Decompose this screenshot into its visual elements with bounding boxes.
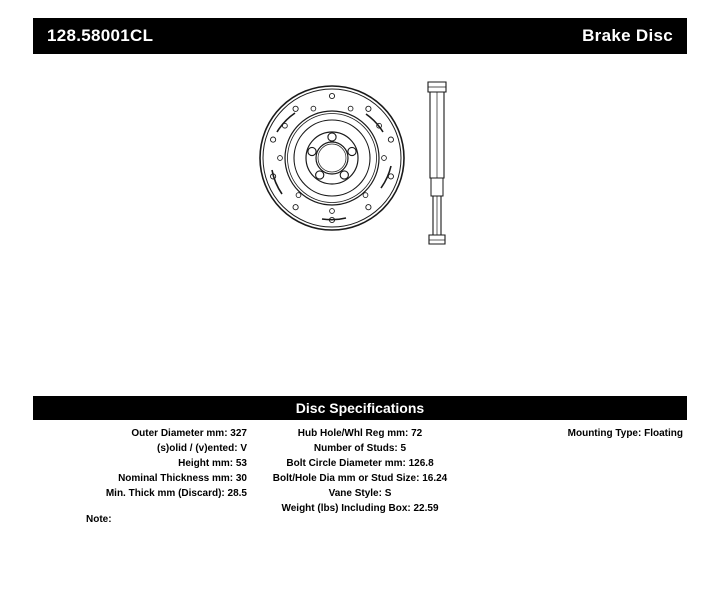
- brake-rotor-illustration: [250, 70, 480, 270]
- spec-item: Bolt Circle Diameter mm: 126.8: [286, 458, 434, 469]
- spec-item: Bolt/Hole Dia mm or Stud Size: 16.24: [272, 473, 448, 484]
- spec-item: Outer Diameter mm: 327: [131, 428, 247, 439]
- spec-columns: [33, 426, 687, 516]
- spec-item: Nominal Thickness mm: 30: [118, 473, 247, 484]
- spec-column-right: [469, 426, 687, 516]
- spec-item: Mounting Type: Floating: [567, 428, 683, 439]
- spec-item: (s)olid / (v)ented: V: [157, 443, 247, 454]
- note-row: [86, 514, 112, 525]
- part-number: 128.58001CL: [47, 26, 154, 45]
- spec-item: Height mm: 53: [178, 458, 247, 469]
- spec-item: Vane Style: S: [328, 488, 392, 499]
- note-label: Note:: [86, 514, 112, 525]
- spec-item: Min. Thick mm (Discard): 28.5: [105, 488, 247, 499]
- spec-item: Hub Hole/Whl Reg mm: 72: [297, 428, 423, 439]
- product-type-label: Brake Disc: [582, 26, 673, 45]
- header-bar: [33, 18, 687, 54]
- spec-item: Weight (lbs) Including Box: 22.59: [281, 503, 439, 514]
- spec-item: Number of Studs: 5: [313, 443, 407, 454]
- spec-title: Disc Specifications: [295, 400, 425, 416]
- spec-column-middle: [251, 426, 469, 516]
- spec-column-left: [33, 426, 251, 516]
- spec-title-bar: [33, 396, 687, 420]
